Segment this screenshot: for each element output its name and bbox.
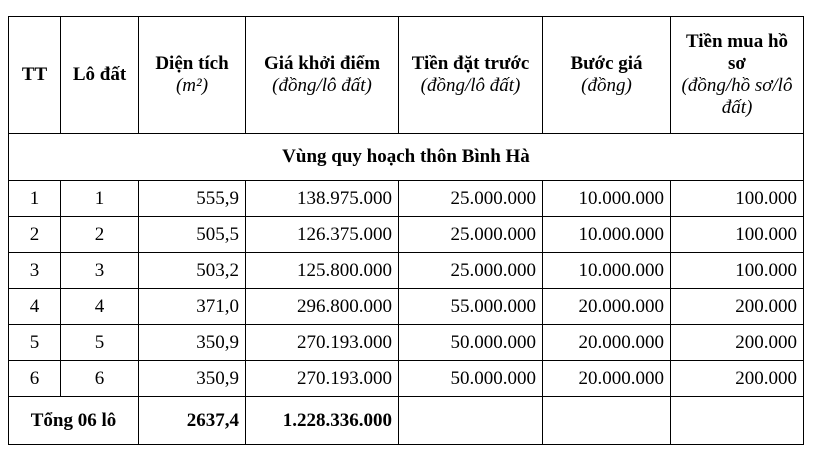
cell-area: 350,9 <box>139 325 246 361</box>
cell-tt: 5 <box>9 325 61 361</box>
header-deposit: Tiền đặt trước (đồng/lô đất) <box>399 17 543 134</box>
table-row <box>9 181 804 217</box>
auction-table <box>8 16 804 445</box>
cell-start-price: 270.193.000 <box>246 325 399 361</box>
cell-lot: 6 <box>61 361 139 397</box>
header-deposit-unit: (đồng/lô đất) <box>420 75 521 96</box>
cell-start-price: 126.375.000 <box>246 217 399 253</box>
cell-lot: 4 <box>61 289 139 325</box>
cell-area: 555,9 <box>139 181 246 217</box>
cell-area: 350,9 <box>139 361 246 397</box>
cell-tt: 2 <box>9 217 61 253</box>
cell-step: 20.000.000 <box>543 325 671 361</box>
cell-dossier: 100.000 <box>671 217 804 253</box>
cell-start-price: 270.193.000 <box>246 361 399 397</box>
cell-step: 20.000.000 <box>543 361 671 397</box>
cell-start-price: 138.975.000 <box>246 181 399 217</box>
header-step-unit: (đồng) <box>581 75 632 96</box>
total-area: 2637,4 <box>139 397 246 445</box>
cell-tt: 4 <box>9 289 61 325</box>
header-area: Diện tích (m²) <box>139 17 246 134</box>
total-start-price: 1.228.336.000 <box>246 397 399 445</box>
cell-step: 10.000.000 <box>543 217 671 253</box>
table-row <box>9 361 804 397</box>
total-label: Tổng 06 lô <box>9 397 139 445</box>
cell-lot: 5 <box>61 325 139 361</box>
cell-area: 503,2 <box>139 253 246 289</box>
cell-deposit: 25.000.000 <box>399 217 543 253</box>
header-dossier: Tiền mua hồ sơ (đồng/hồ sơ/lô đất) <box>671 17 804 134</box>
header-tt: TT <box>9 17 61 134</box>
table-row <box>9 289 804 325</box>
region-row <box>9 134 804 181</box>
cell-step: 10.000.000 <box>543 253 671 289</box>
table-row <box>9 253 804 289</box>
cell-start-price: 125.800.000 <box>246 253 399 289</box>
header-start-price: Giá khởi điểm (đồng/lô đất) <box>246 17 399 134</box>
cell-dossier: 200.000 <box>671 289 804 325</box>
cell-dossier: 200.000 <box>671 325 804 361</box>
cell-area: 505,5 <box>139 217 246 253</box>
total-row <box>9 397 804 445</box>
header-start-price-unit: (đồng/lô đất) <box>272 75 372 96</box>
cell-dossier: 100.000 <box>671 181 804 217</box>
total-empty-deposit <box>399 397 543 445</box>
cell-lot: 3 <box>61 253 139 289</box>
header-dossier-unit: (đồng/hồ sơ/lô đất) <box>681 75 793 118</box>
cell-lot: 2 <box>61 217 139 253</box>
cell-tt: 3 <box>9 253 61 289</box>
cell-dossier: 200.000 <box>671 361 804 397</box>
cell-step: 10.000.000 <box>543 181 671 217</box>
table-row <box>9 217 804 253</box>
total-empty-step <box>543 397 671 445</box>
cell-deposit: 50.000.000 <box>399 361 543 397</box>
cell-dossier: 100.000 <box>671 253 804 289</box>
header-area-unit: (m²) <box>175 75 209 96</box>
total-empty-dossier <box>671 397 804 445</box>
cell-deposit: 25.000.000 <box>399 181 543 217</box>
header-lot: Lô đất <box>61 17 139 134</box>
cell-deposit: 50.000.000 <box>399 325 543 361</box>
cell-step: 20.000.000 <box>543 289 671 325</box>
cell-lot: 1 <box>61 181 139 217</box>
cell-area: 371,0 <box>139 289 246 325</box>
region-title: Vùng quy hoạch thôn Bình Hà <box>9 134 804 181</box>
cell-tt: 6 <box>9 361 61 397</box>
cell-start-price: 296.800.000 <box>246 289 399 325</box>
table-row <box>9 325 804 361</box>
cell-deposit: 25.000.000 <box>399 253 543 289</box>
cell-deposit: 55.000.000 <box>399 289 543 325</box>
header-row <box>9 17 804 134</box>
header-step: Bước giá (đồng) <box>543 17 671 134</box>
cell-tt: 1 <box>9 181 61 217</box>
